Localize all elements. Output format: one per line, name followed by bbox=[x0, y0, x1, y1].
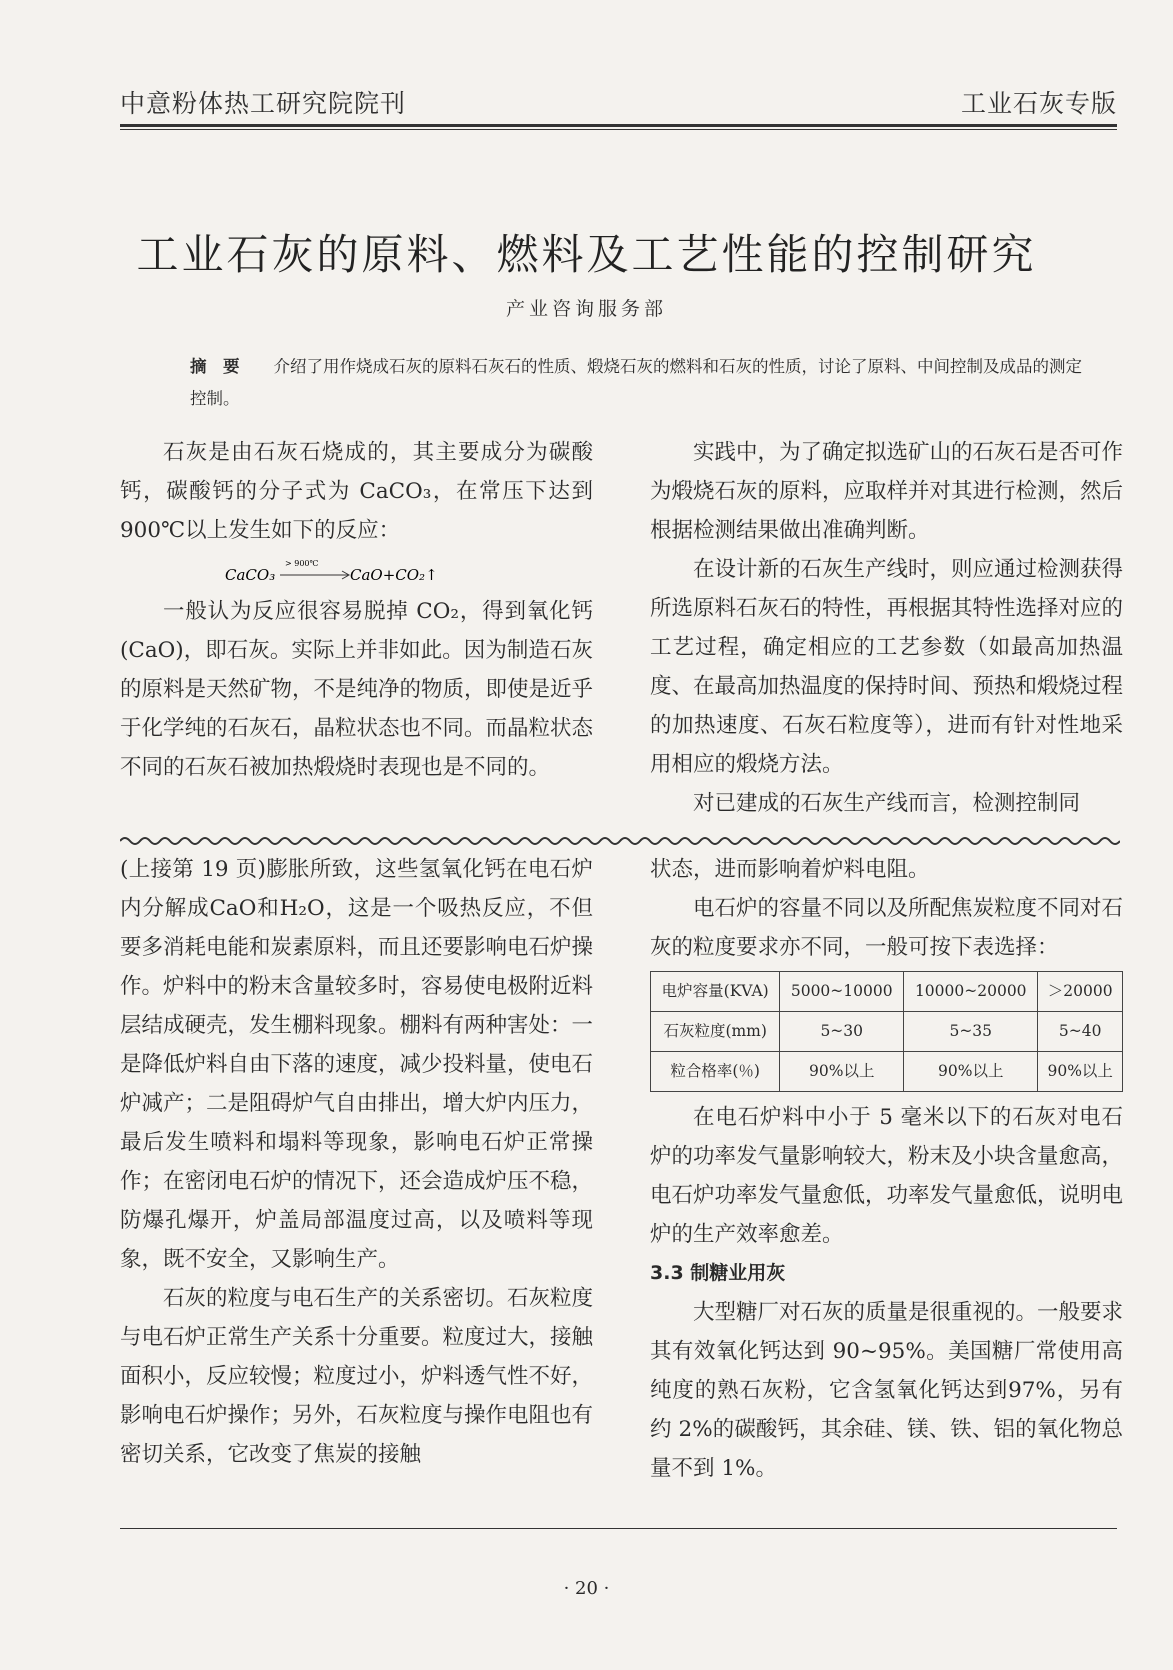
footer-rule bbox=[120, 1528, 1117, 1529]
paragraph: 石灰是由石灰石烧成的，其主要成分为碳酸钙，碳酸钙的分子式为 CaCO₃，在常压下达到 900℃以上发生如下的反应： bbox=[120, 440, 593, 543]
table-cell: 石灰粒度(mm) bbox=[651, 1012, 780, 1052]
paragraph: 状态，进而影响着炉料电阻。 bbox=[650, 857, 930, 882]
lower-right-column bbox=[650, 850, 1123, 1488]
table-row bbox=[651, 1012, 1123, 1052]
header-rule bbox=[120, 124, 1117, 127]
table-cell: 粒合格率(％) bbox=[651, 1052, 780, 1092]
table-cell: 5000~10000 bbox=[780, 972, 904, 1012]
section-heading: 3.3 制糖业用灰 bbox=[650, 1262, 786, 1284]
paragraph: 电石炉的容量不同以及所配焦炭粒度不同对石灰的粒度要求亦不同，一般可按下表选择： bbox=[650, 896, 1124, 960]
table-cell: 90%以上 bbox=[904, 1052, 1038, 1092]
paragraph: 大型糖厂对石灰的质量是很重视的。一般要求其有效氧化钙达到 90~95%。美国糖厂常使用高纯度的熟石灰粉，它含氢氧化钙达到97%，另有约 2%的碳酸钙，其余硅、镁、铁、铝的氧化物总量不到 1%。 bbox=[650, 1300, 1124, 1481]
table-cell: 90%以上 bbox=[1038, 1052, 1123, 1092]
table-cell: 5~40 bbox=[1038, 1012, 1123, 1052]
table-row bbox=[651, 972, 1123, 1012]
formula-reactant: CaCO₃ bbox=[225, 566, 276, 584]
table-cell: 电炉容量(KVA) bbox=[651, 972, 780, 1012]
formula-condition: > 900℃ bbox=[285, 559, 319, 568]
formula-products: CaO+CO₂↑ bbox=[350, 566, 438, 584]
formula-graphic bbox=[120, 550, 593, 592]
paragraph: 一般认为反应很容易脱掉 CO₂，得到氧化钙(CaO)，即石灰。实际上并非如此。因为制造石灰的原料是天然矿物，不是纯净的物质，即使是近乎于化学纯的石灰石，晶粒状态也不同。而晶粒状态不同的石灰石被加热煅烧时表现也是不同的。 bbox=[120, 599, 594, 780]
reaction-formula bbox=[120, 550, 593, 592]
table-cell: 5~35 bbox=[904, 1012, 1038, 1052]
article-title: 工业石灰的原料、燃料及工艺性能的控制研究 bbox=[136, 230, 1037, 279]
paragraph: (上接第 19 页)膨胀所致，这些氢氧化钙在电石炉内分解成CaO和H₂O，这是一个吸热反应，不但要多消耗电能和炭素原料，而且还要影响电石炉操作。炉料中的粉末含量较多时，容易使电极附近料层结成硬壳，发生棚料现象。棚料有两种害处：一是降低炉料自由下落的速度，减少投料量，使电石炉减产；二是阻碍炉气自由排出，增大炉内压力，最后发生喷料和塌料等现象，影响电石炉正常操作；在密闭电石炉的情况下，还会造成炉压不稳，防爆孔爆开，炉盖局部温度过高，以及喷料等现象，既不安全，又影响生产。 bbox=[120, 857, 594, 1272]
wavy-divider bbox=[120, 834, 1120, 848]
table-cell: 10000~20000 bbox=[904, 972, 1038, 1012]
special-edition-label: 工业石灰专版 bbox=[960, 89, 1117, 118]
lower-left-column bbox=[120, 850, 593, 1474]
paragraph: 对已建成的石灰生产线而言，检测控制同 bbox=[693, 791, 1081, 816]
abstract bbox=[190, 351, 1090, 415]
abstract-label: 摘 要 bbox=[190, 357, 240, 376]
lime-size-table bbox=[650, 971, 1123, 1092]
table-row bbox=[651, 1052, 1123, 1092]
header-rule-thin bbox=[120, 129, 1117, 130]
upper-left-column bbox=[120, 433, 593, 787]
paragraph: 实践中，为了确定拟选矿山的石灰石是否可作为煅烧石灰的原料，应取样并对其进行检测，然后根据检测结果做出准确判断。 bbox=[650, 440, 1124, 543]
paragraph: 在设计新的石灰生产线时，则应通过检测获得所选原料石灰石的特性，再根据其特性选择对应的工艺过程，确定相应的工艺参数（如最高加热温度、在最高加热温度的保持时间、预热和煅烧过程的加热速度、石灰石粒度等），进而有针对性地采用相应的煅烧方法。 bbox=[650, 557, 1124, 777]
page-number: · 20 · bbox=[563, 1578, 610, 1599]
table-cell: 90%以上 bbox=[780, 1052, 904, 1092]
upper-right-column bbox=[650, 433, 1123, 823]
table-cell: ＞20000 bbox=[1038, 972, 1123, 1012]
article-author: 产业咨询服务部 bbox=[505, 298, 667, 320]
table-cell: 5~30 bbox=[780, 1012, 904, 1052]
journal-name: 中意粉体热工研究院院刊 bbox=[120, 89, 407, 118]
abstract-text: 介绍了用作烧成石灰的原料石灰石的性质、煅烧石灰的燃料和石灰的性质，讨论了原料、中间控制及成品的测定控制。 bbox=[190, 357, 1082, 408]
paragraph: 在电石炉料中小于 5 毫米以下的石灰对电石炉的功率发气量影响较大，粉末及小块含量愈高，电石炉功率发气量愈低，功率发气量愈低，说明电炉的生产效率愈差。 bbox=[650, 1105, 1124, 1247]
paragraph: 石灰的粒度与电石生产的关系密切。石灰粒度与电石炉正常生产关系十分重要。粒度过大，接触面积小，反应较慢；粒度过小，炉料透气性不好，影响电石炉操作；另外，石灰粒度与操作电阻也有密切关系，它改变了焦炭的接触 bbox=[120, 1286, 594, 1467]
